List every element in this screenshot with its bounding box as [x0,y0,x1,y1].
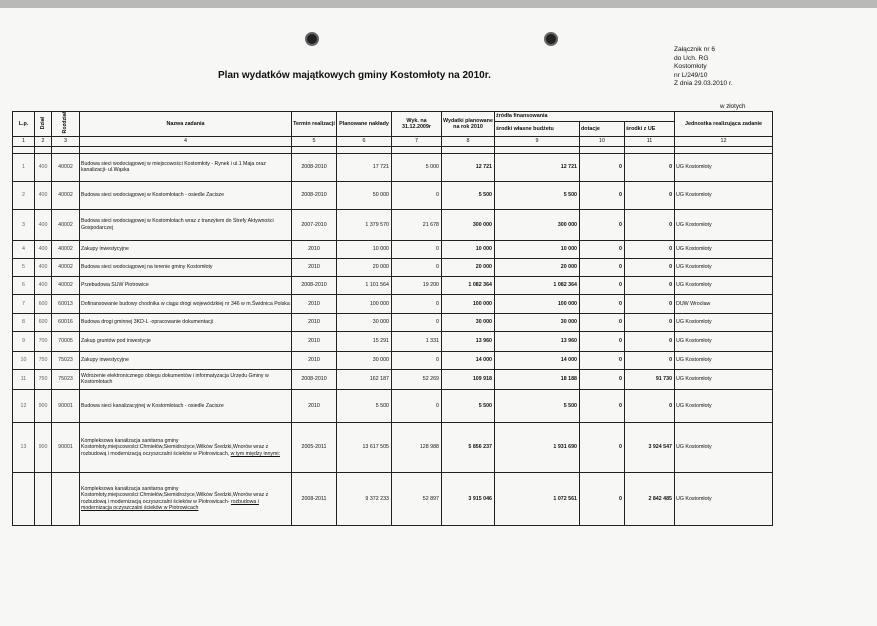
row-termin: 2008-2010 [292,276,337,294]
row-dzial: 600 [35,294,52,313]
row-wykonanie: 21 678 [392,209,442,240]
header-dzial [35,112,52,137]
task-name-underlined: w tym między innymi: [230,450,280,457]
row-srodki-ue: 0 [625,240,675,258]
column-number: 6 [337,136,392,146]
table-row [13,181,773,209]
task-name-text: Zakupy inwestycyjne [81,357,129,364]
table-row [13,240,773,258]
row-rozdzial: 40002 [52,181,80,209]
annex-line: Załącznik nr 6 [674,46,716,53]
annex-line: do Uch. RG [674,54,709,62]
column-number: 3 [52,136,80,146]
row-wydatki: 13 960 [442,331,495,351]
column-number: 9 [495,136,580,146]
row-jednostka: UG Kostomłoty [675,313,773,331]
row-task-name [80,369,292,389]
row-task-name [80,313,292,331]
row-dotacje: 0 [580,276,625,294]
row-lp: 9 [13,331,35,351]
table-row [13,294,773,313]
annex-line: nr L/249/10 [674,71,708,79]
spacer-row [13,146,773,153]
row-task-name [80,351,292,369]
row-lp: 10 [13,351,35,369]
row-srodki-ue: 2 842 485 [625,472,675,525]
task-name-text: Kompleksowa kanalizacja sanitarna gminy Kostomłoty,miejscowości:Chmiełów,Siemidrożyce,Wilków Średzki,Wnorów wraz z rozbudową i modernizacją oczyszczalni ścieków w Piotrowicach- [81,485,269,505]
column-number: 2 [35,136,52,146]
row-wykonanie: 0 [392,181,442,209]
row-rozdzial: 60013 [52,294,80,313]
row-srodki-wlasne: 5 500 [495,389,580,422]
row-planowane: 15 291 [337,331,392,351]
task-name-text: Wdrożenie elektronicznego obiegu dokumentów i informatyzacja Urzędu Gminy w Kostomłotach [81,372,269,386]
row-wydatki: 10 000 [442,240,495,258]
row-dzial [35,472,52,525]
row-lp: 11 [13,369,35,389]
row-termin: 2007-2010 [292,209,337,240]
row-dzial: 400 [35,258,52,276]
row-srodki-wlasne: 13 960 [495,331,580,351]
row-wydatki: 3 915 046 [442,472,495,525]
row-srodki-wlasne: 18 188 [495,369,580,389]
header-srodki-wlasne: środki własne budżetu [495,121,580,136]
header-planowane: Planowane nakłady [337,112,392,137]
row-srodki-wlasne: 14 000 [495,351,580,369]
task-name-text: Budowa sieci wodociągowej w miejscowości Kostomłoty - Rynek i ul.1 Maja oraz kanalizacji- ul.Wąska [81,160,266,174]
row-wydatki: 1 082 364 [442,276,495,294]
row-wykonanie: 1 331 [392,331,442,351]
table-row [13,258,773,276]
row-wydatki: 100 000 [442,294,495,313]
row-srodki-wlasne: 100 000 [495,294,580,313]
row-jednostka: UG Kostomłoty [675,422,773,472]
row-dzial: 750 [35,369,52,389]
task-name-text: Przebudowa SUW Piotrowice [81,282,149,289]
row-wykonanie: 0 [392,389,442,422]
row-rozdzial: 90001 [52,422,80,472]
row-termin: 2008-2010 [292,369,337,389]
row-jednostka: UG Kostomłoty [675,276,773,294]
task-name-text: Zakup gruntów pod inwestycje [81,338,151,345]
row-srodki-ue: 0 [625,209,675,240]
table-row [13,276,773,294]
header-rozdzial [52,112,80,137]
row-srodki-ue: 0 [625,276,675,294]
row-dzial: 400 [35,181,52,209]
column-number: 12 [675,136,773,146]
row-task-name [80,331,292,351]
row-rozdzial: 40002 [52,240,80,258]
header-jednostka: Jednostka realizująca zadanie [675,112,773,137]
row-dotacje: 0 [580,422,625,472]
row-wydatki: 5 856 237 [442,422,495,472]
row-lp: 1 [13,153,35,181]
row-rozdzial [52,472,80,525]
annex-line: Z dnia 29.03.2010 r. [674,80,733,88]
table-row [13,209,773,240]
row-dzial: 900 [35,389,52,422]
row-planowane: 30 000 [337,351,392,369]
row-dzial: 400 [35,240,52,258]
row-wykonanie: 128 988 [392,422,442,472]
header-lp: L.p. [13,112,35,137]
row-srodki-ue: 0 [625,313,675,331]
row-srodki-ue: 0 [625,181,675,209]
table-body [13,153,773,525]
row-lp: 4 [13,240,35,258]
row-lp: 8 [13,313,35,331]
row-task-name [80,389,292,422]
column-number: 4 [80,136,292,146]
row-dotacje: 0 [580,240,625,258]
row-dotacje: 0 [580,294,625,313]
row-dotacje: 0 [580,389,625,422]
row-wydatki: 14 000 [442,351,495,369]
row-lp: 3 [13,209,35,240]
row-planowane: 20 000 [337,258,392,276]
row-srodki-wlasne: 5 500 [495,181,580,209]
header-nazwa: Nazwa zadania [80,112,292,137]
row-termin: 2008-2011 [292,472,337,525]
row-rozdzial: 75023 [52,369,80,389]
row-dzial: 400 [35,153,52,181]
column-number: 1 [13,136,35,146]
column-number: 8 [442,136,495,146]
header-srodki-ue: środki z UE [625,121,675,136]
row-srodki-wlasne: 1 082 364 [495,276,580,294]
row-lp: 6 [13,276,35,294]
row-jednostka: UG Kostomłoty [675,389,773,422]
row-wykonanie: 0 [392,240,442,258]
row-rozdzial: 40002 [52,209,80,240]
header-dzial-label: Dział [39,116,46,129]
row-srodki-ue: 0 [625,153,675,181]
row-srodki-wlasne: 30 000 [495,313,580,331]
row-srodki-wlasne: 1 931 690 [495,422,580,472]
column-number-row [13,136,773,146]
row-jednostka: UG Kostomłoty [675,369,773,389]
row-dzial: 900 [35,422,52,472]
task-name-text: Budowa sieci wodociągowej w Kostomłotach - osiedle Zacisze [81,192,225,199]
row-lp: 13 [13,422,35,472]
row-dotacje: 0 [580,331,625,351]
row-termin: 2010 [292,389,337,422]
row-jednostka: UG Kostomłoty [675,472,773,525]
row-srodki-wlasne: 12 721 [495,153,580,181]
row-jednostka: UG Kostomłoty [675,209,773,240]
row-task-name [80,181,292,209]
annex-note [674,46,733,89]
row-termin: 2010 [292,313,337,331]
row-planowane: 100 000 [337,294,392,313]
row-wydatki: 12 721 [442,153,495,181]
row-rozdzial: 40002 [52,153,80,181]
row-termin: 2005-2011 [292,422,337,472]
row-srodki-wlasne: 10 000 [495,240,580,258]
row-srodki-ue: 0 [625,351,675,369]
column-number: 10 [580,136,625,146]
scan-edge [0,0,877,8]
row-wykonanie: 5 000 [392,153,442,181]
row-planowane: 10 000 [337,240,392,258]
task-name-text: Budowa drogi gminnej 3KD-L -opracowanie dokumentacji [81,319,213,326]
task-name-text: Kompleksowa kanalizacja sanitarna gminy Kostomłoty,miejscowości:Chmiełów,Siemidrożyce,Wilków Średzki,Wnorów wraz z rozbudową i modernizacją oczyszczalni ścieków w Piotrowicach, [81,437,269,457]
row-jednostka: DUW Wrocław [675,294,773,313]
row-wykonanie: 0 [392,258,442,276]
row-termin: 2008-2010 [292,181,337,209]
row-termin: 2010 [292,351,337,369]
row-task-name [80,240,292,258]
header-zrodla: źródła finansowania [495,112,675,122]
row-task-name [80,294,292,313]
row-rozdzial: 70005 [52,331,80,351]
row-srodki-wlasne: 20 000 [495,258,580,276]
row-termin: 2010 [292,240,337,258]
row-srodki-ue: 0 [625,389,675,422]
row-task-name [80,153,292,181]
row-planowane: 1 101 564 [337,276,392,294]
row-wykonanie: 52 269 [392,369,442,389]
row-dotacje: 0 [580,153,625,181]
header-termin: Termin realizacji [292,112,337,137]
row-wydatki: 5 500 [442,389,495,422]
row-srodki-ue: 3 924 547 [625,422,675,472]
row-termin: 2008-2010 [292,153,337,181]
row-srodki-ue: 0 [625,258,675,276]
row-srodki-ue: 0 [625,331,675,351]
row-srodki-wlasne: 300 000 [495,209,580,240]
annex-line: Kostomłoty [674,63,707,71]
row-dotacje: 0 [580,472,625,525]
row-dotacje: 0 [580,209,625,240]
row-planowane: 17 721 [337,153,392,181]
document-title: Plan wydatków majątkowych gminy Kostomłoty na 2010r. [218,70,491,81]
row-jednostka: UG Kostomłoty [675,331,773,351]
row-dzial: 400 [35,276,52,294]
row-task-name [80,209,292,240]
row-dzial: 600 [35,313,52,331]
column-number: 11 [625,136,675,146]
row-planowane: 50 000 [337,181,392,209]
row-jednostka: UG Kostomłoty [675,181,773,209]
task-name-text: Budowa sieci wodociągowej w Kostomłotach wraz z tranzytem do Strefy Aktywności Gospodarczej [81,218,274,231]
row-rozdzial: 40002 [52,276,80,294]
task-name-text: Budowa sieci kanalizacyjnej w Kostomłotach - osiedle Zacisze [81,402,224,409]
expenditure-table [12,111,773,526]
punch-hole-left [305,32,319,46]
row-dotacje: 0 [580,313,625,331]
row-jednostka: UG Kostomłoty [675,153,773,181]
column-number: 5 [292,136,337,146]
row-termin: 2010 [292,331,337,351]
row-jednostka: UG Kostomłoty [675,258,773,276]
row-wydatki: 5 500 [442,181,495,209]
row-termin: 2010 [292,294,337,313]
row-wydatki: 300 000 [442,209,495,240]
row-planowane: 30 000 [337,313,392,331]
task-name-underlined: rozbudowa i modernizacja oczyszczalni ścieków w Piotrowicach [81,498,259,512]
column-number: 7 [392,136,442,146]
row-planowane: 13 617 505 [337,422,392,472]
row-dotacje: 0 [580,258,625,276]
row-dotacje: 0 [580,369,625,389]
row-task-name [80,422,292,472]
row-lp: 12 [13,389,35,422]
table-row [13,331,773,351]
row-planowane: 5 500 [337,389,392,422]
row-wykonanie: 0 [392,313,442,331]
task-name-text: Budowa sieci wodociągowej na terenie gminy Kostomłoty [81,264,213,271]
table-row [13,472,773,525]
row-wykonanie: 0 [392,351,442,369]
table-row [13,389,773,422]
row-jednostka: UG Kostomłoty [675,240,773,258]
table-row [13,422,773,472]
row-dzial: 750 [35,351,52,369]
header-row [13,112,773,122]
row-rozdzial: 40002 [52,258,80,276]
row-task-name [80,276,292,294]
row-lp: 5 [13,258,35,276]
row-lp [13,472,35,525]
row-planowane: 9 372 233 [337,472,392,525]
row-dzial: 700 [35,331,52,351]
row-wydatki: 20 000 [442,258,495,276]
row-planowane: 1 379 570 [337,209,392,240]
row-dzial: 400 [35,209,52,240]
table-row [13,351,773,369]
row-wykonanie: 52 897 [392,472,442,525]
row-termin: 2010 [292,258,337,276]
row-lp: 7 [13,294,35,313]
table-row [13,153,773,181]
row-dotacje: 0 [580,351,625,369]
row-wydatki: 109 918 [442,369,495,389]
row-srodki-ue: 91 730 [625,369,675,389]
row-lp: 2 [13,181,35,209]
header-dotacje: dotacje [580,121,625,136]
table-row [13,313,773,331]
row-task-name [80,472,292,525]
currency-unit: w złotych [720,103,746,110]
task-name-text: Zakupy inwestycyjne [81,246,129,253]
row-planowane: 162 187 [337,369,392,389]
header-wydatki: Wydatki planowane na rok 2010 [442,112,495,137]
header-rozdzial-label: Rozdział [62,112,69,134]
row-wydatki: 30 000 [442,313,495,331]
table-row [13,369,773,389]
punch-hole-right [544,32,558,46]
row-srodki-ue: 0 [625,294,675,313]
row-jednostka: UG Kostomłoty [675,351,773,369]
row-wykonanie: 19 200 [392,276,442,294]
header-wyk: Wyk. na 31.12.2009r [392,112,442,137]
row-wykonanie: 0 [392,294,442,313]
row-srodki-wlasne: 1 072 561 [495,472,580,525]
row-task-name [80,258,292,276]
row-rozdzial: 90001 [52,389,80,422]
task-name-text: Dofinansowanie budowy chodnika w ciągu drogi wojewódzkiej nr 346 w m.Świdnica Polska [81,300,290,307]
row-dotacje: 0 [580,181,625,209]
row-rozdzial: 75023 [52,351,80,369]
row-rozdzial: 60016 [52,313,80,331]
